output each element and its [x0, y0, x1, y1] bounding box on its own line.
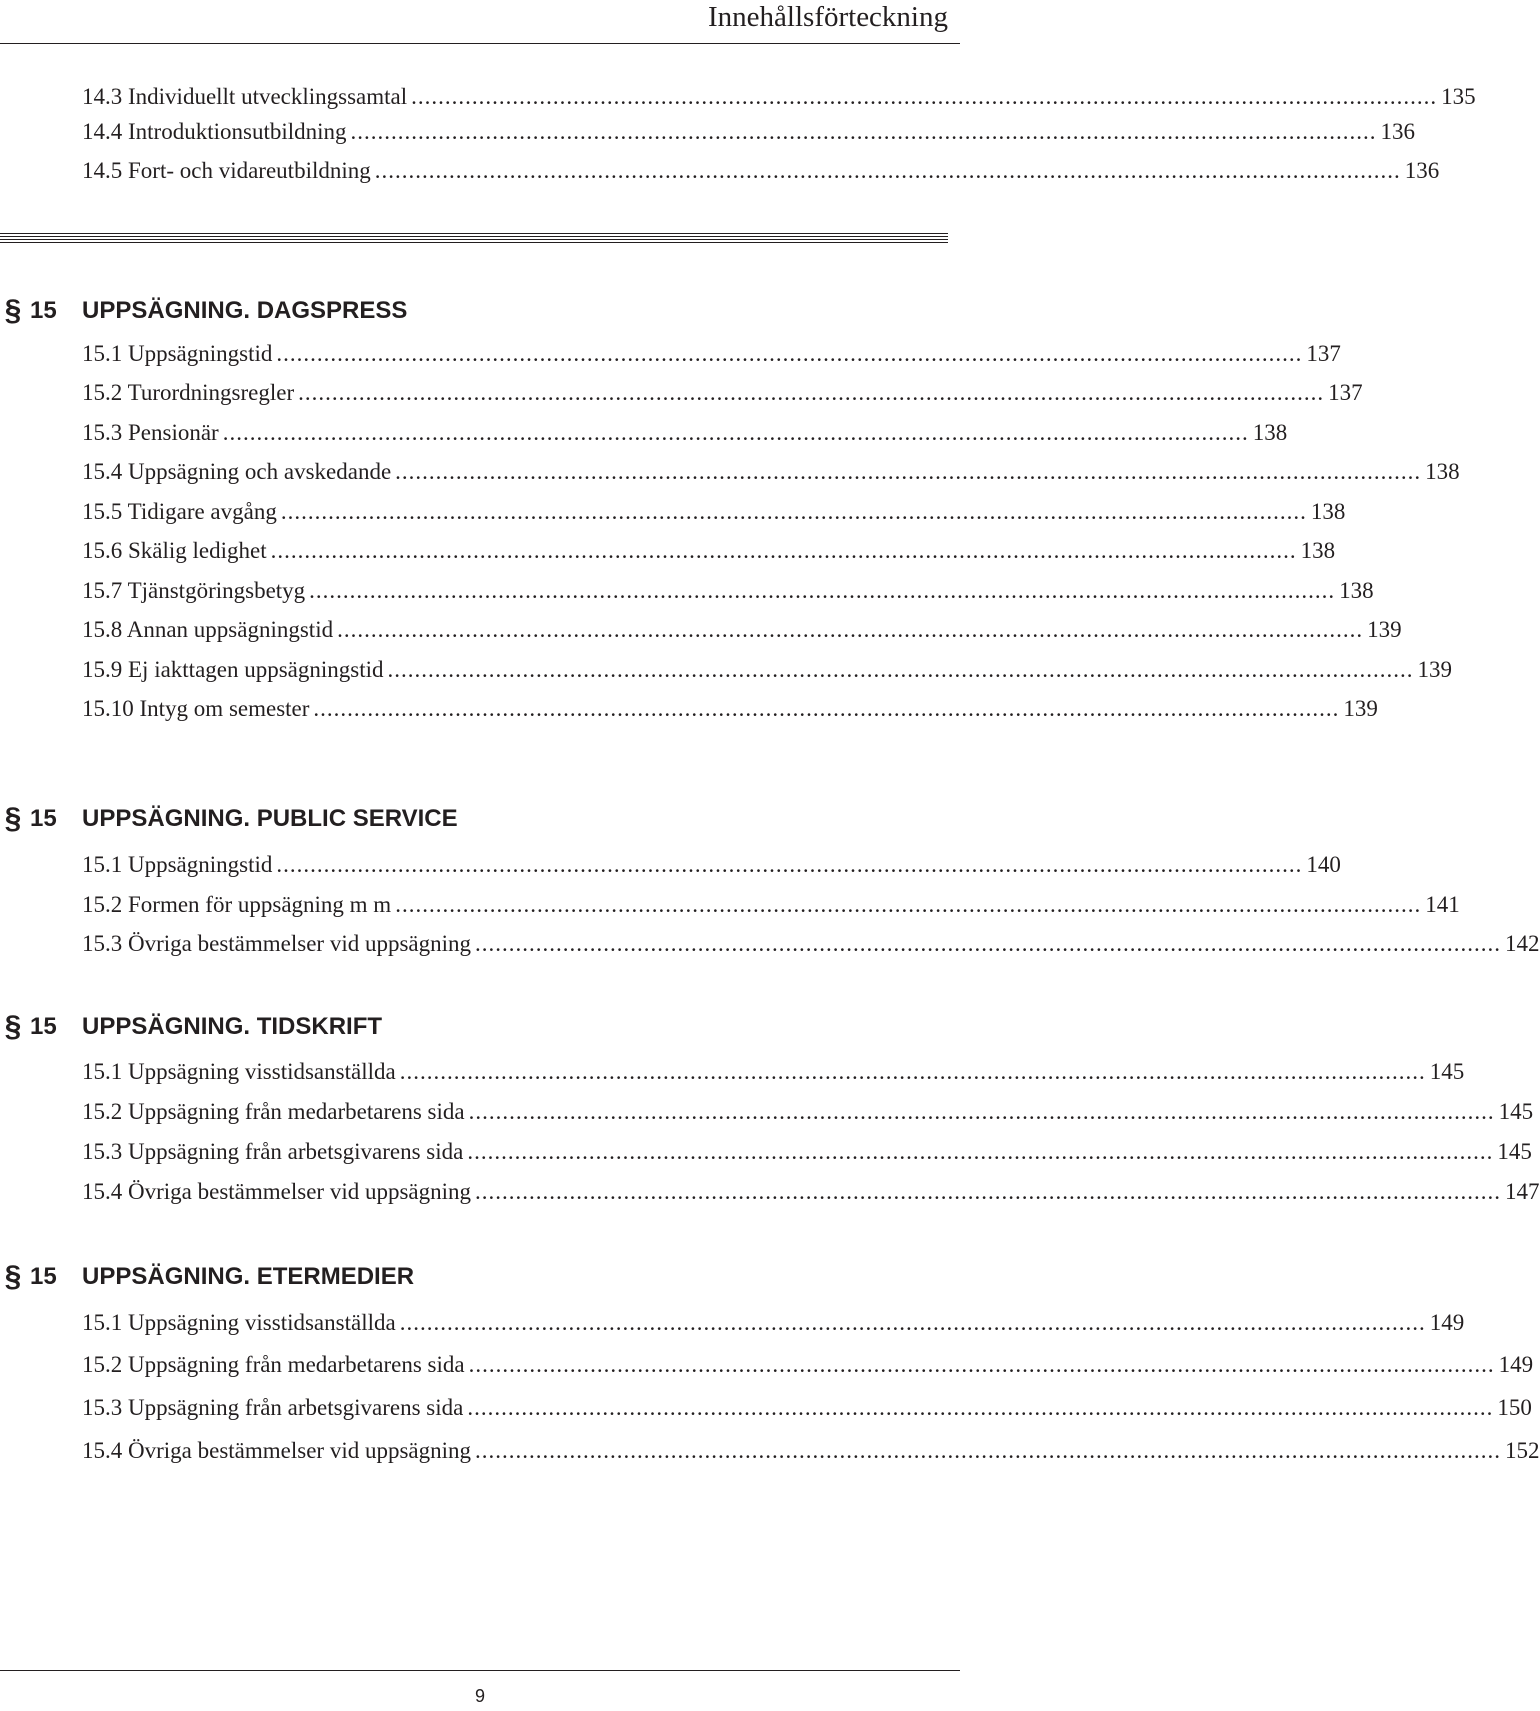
dot-leader: ........................................................................................................................................................: [475, 931, 1502, 956]
page-header-title: Innehållsförteckning: [708, 1, 948, 33]
toc-entry-label: 15.3 Pensionär: [82, 420, 219, 445]
dot-leader: ........................................................................................................................................................: [475, 1438, 1502, 1463]
section-sign-icon: §: [4, 1010, 22, 1043]
toc-entry[interactable]: [82, 687, 1378, 731]
section-heading-dagspress: [0, 289, 407, 333]
toc-entry-label: 15.3 Övriga bestämmelser vid uppsägning: [82, 931, 472, 956]
toc-entry[interactable]: [82, 922, 1540, 966]
toc-entry[interactable]: [82, 411, 1288, 455]
toc-entry[interactable]: [82, 608, 1402, 652]
section-title: UPPSÄGNING. DAGSPRESS: [82, 297, 408, 324]
toc-entry[interactable]: [82, 1090, 1534, 1134]
dot-leader: ........................................................................................................................................................: [276, 341, 1303, 366]
toc-entry[interactable]: [82, 569, 1374, 613]
toc-entry[interactable]: [82, 529, 1336, 573]
section-heading-public-service: [0, 797, 458, 841]
dot-leader: ........................................................................................................................................................: [280, 499, 1307, 524]
toc-entry-label: 15.2 Formen för uppsägning m m: [82, 892, 392, 917]
section-number: 15: [30, 1263, 57, 1290]
dot-leader: ........................................................................................................................................................: [399, 1310, 1426, 1335]
toc-entry[interactable]: [82, 110, 1415, 154]
dot-leader: ........................................................................................................................................................: [270, 538, 1297, 563]
toc-entry-page: 138: [1300, 538, 1336, 563]
toc-entry-page: 138: [1339, 578, 1374, 603]
dot-leader: ........................................................................................................................................................: [276, 852, 1303, 877]
toc-entry-label: 15.5 Tidigare avgång: [82, 499, 277, 524]
toc-entry-page: 138: [1425, 459, 1460, 484]
toc-entry-page: 149: [1429, 1310, 1465, 1335]
toc-entry-label: 15.6 Skälig ledighet: [82, 538, 267, 563]
toc-entry-label: 15.10 Intyg om semester: [82, 696, 310, 721]
toc-entry[interactable]: [82, 1343, 1534, 1387]
toc-entry[interactable]: [82, 648, 1453, 692]
dot-leader: ........................................................................................................................................................: [313, 696, 1340, 721]
dot-leader: ........................................................................................................................................................: [374, 158, 1401, 183]
dot-leader: ........................................................................................................................................................: [468, 1099, 1495, 1124]
toc-entry-page: 139: [1367, 617, 1402, 642]
section-heading-tidskrift: [0, 1005, 382, 1049]
toc-entry-page: 150: [1497, 1395, 1532, 1420]
toc-entry-page: 140: [1306, 852, 1341, 877]
toc-entry[interactable]: [82, 490, 1346, 534]
dot-leader: ........................................................................................................................................................: [395, 459, 1422, 484]
toc-entry-label: 15.1 Uppsägning visstidsanställda: [82, 1059, 396, 1084]
dot-leader: ........................................................................................................................................................: [309, 578, 1336, 603]
toc-entry-page: 145: [1429, 1059, 1465, 1084]
footer-rule: [0, 1670, 960, 1671]
toc-entry-label: 15.3 Uppsägning från arbetsgivarens sida: [82, 1395, 464, 1420]
toc-entry-label: 15.1 Uppsägningstid: [82, 852, 273, 877]
dot-leader: ........................................................................................................................................................: [475, 1179, 1502, 1204]
toc-entry-label: 15.2 Turordningsregler: [82, 380, 295, 405]
toc-entry-page: 139: [1343, 696, 1378, 721]
toc-entry-page: 142: [1505, 931, 1540, 956]
section-title: UPPSÄGNING. TIDSKRIFT: [82, 1013, 383, 1040]
toc-entry-page: 137: [1328, 380, 1363, 405]
toc-entry-page: 152: [1505, 1438, 1540, 1463]
toc-entry[interactable]: [82, 371, 1363, 415]
toc-entry-page: 139: [1417, 657, 1453, 682]
section-number: 15: [30, 297, 57, 324]
section-sign-icon: §: [4, 1260, 22, 1293]
toc-entry[interactable]: [82, 883, 1460, 927]
toc-entry[interactable]: [82, 149, 1440, 193]
toc-entry-label: 15.1 Uppsägningstid: [82, 341, 273, 366]
toc-entry[interactable]: [82, 1130, 1532, 1174]
toc-entry-page: 137: [1306, 341, 1341, 366]
dot-leader: ........................................................................................................................................................: [337, 617, 1364, 642]
toc-entry-label: 15.9 Ej iakttagen uppsägningstid: [82, 657, 384, 682]
section-title: UPPSÄGNING. ETERMEDIER: [82, 1263, 415, 1290]
header-rule: [0, 43, 960, 44]
dot-leader: ........................................................................................................................................................: [387, 657, 1414, 682]
section-divider: [0, 233, 948, 243]
toc-entry[interactable]: [82, 1429, 1540, 1473]
dot-leader: ........................................................................................................................................................: [350, 119, 1377, 144]
toc-entry-page: 149: [1498, 1352, 1534, 1377]
dot-leader: ........................................................................................................................................................: [467, 1139, 1494, 1164]
toc-entry-page: 147: [1505, 1179, 1540, 1204]
section-sign-icon: §: [4, 294, 22, 327]
toc-entry-page: 136: [1404, 158, 1440, 183]
toc-entry[interactable]: [82, 1386, 1532, 1430]
toc-entry-page: 141: [1425, 892, 1460, 917]
toc-entry[interactable]: [82, 1301, 1465, 1345]
dot-leader: ........................................................................................................................................................: [411, 84, 1438, 109]
toc-entry-label: 15.4 Övriga bestämmelser vid uppsägning: [82, 1438, 472, 1463]
toc-entry-label: 15.4 Uppsägning och avskedande: [82, 459, 392, 484]
section-number: 15: [30, 805, 57, 832]
toc-entry[interactable]: [82, 332, 1341, 376]
toc-entry-label: 15.3 Uppsägning från arbetsgivarens sida: [82, 1139, 464, 1164]
toc-entry-label: 15.2 Uppsägning från medarbetarens sida: [82, 1099, 465, 1124]
dot-leader: ........................................................................................................................................................: [298, 380, 1325, 405]
toc-entry-page: 145: [1497, 1139, 1532, 1164]
toc-entry-label: 15.4 Övriga bestämmelser vid uppsägning: [82, 1179, 472, 1204]
section-sign-icon: §: [4, 802, 22, 835]
page-number: 9: [474, 1686, 485, 1706]
toc-entry[interactable]: [82, 1050, 1465, 1094]
toc-entry-page: 135: [1441, 84, 1476, 109]
toc-entry-page: 138: [1310, 499, 1346, 524]
toc-entry-page: 145: [1498, 1099, 1534, 1124]
dot-leader: ........................................................................................................................................................: [222, 420, 1249, 445]
toc-entry-label: 14.4 Introduktionsutbildning: [82, 119, 347, 144]
section-title: UPPSÄGNING. PUBLIC SERVICE: [82, 805, 458, 832]
toc-entry-label: 14.5 Fort- och vidareutbildning: [82, 158, 371, 183]
section-number: 15: [30, 1013, 57, 1040]
toc-entry-label: 14.3 Individuellt utvecklingssamtal: [82, 84, 408, 109]
dot-leader: ........................................................................................................................................................: [468, 1352, 1495, 1377]
toc-entry-label: 15.8 Annan uppsägningstid: [82, 617, 334, 642]
toc-entry[interactable]: [82, 450, 1460, 494]
toc-entry-label: 15.2 Uppsägning från medarbetarens sida: [82, 1352, 465, 1377]
dot-leader: ........................................................................................................................................................: [395, 892, 1422, 917]
toc-entry-page: 138: [1252, 420, 1288, 445]
toc-entry[interactable]: [82, 1170, 1540, 1214]
toc-entry-label: 15.1 Uppsägning visstidsanställda: [82, 1310, 396, 1335]
dot-leader: ........................................................................................................................................................: [467, 1395, 1494, 1420]
toc-entry-page: 136: [1380, 119, 1415, 144]
toc-entry[interactable]: [82, 843, 1341, 887]
dot-leader: ........................................................................................................................................................: [399, 1059, 1426, 1084]
section-heading-etermedier: [0, 1255, 414, 1299]
toc-entry-label: 15.7 Tjänstgöringsbetyg: [82, 578, 306, 603]
